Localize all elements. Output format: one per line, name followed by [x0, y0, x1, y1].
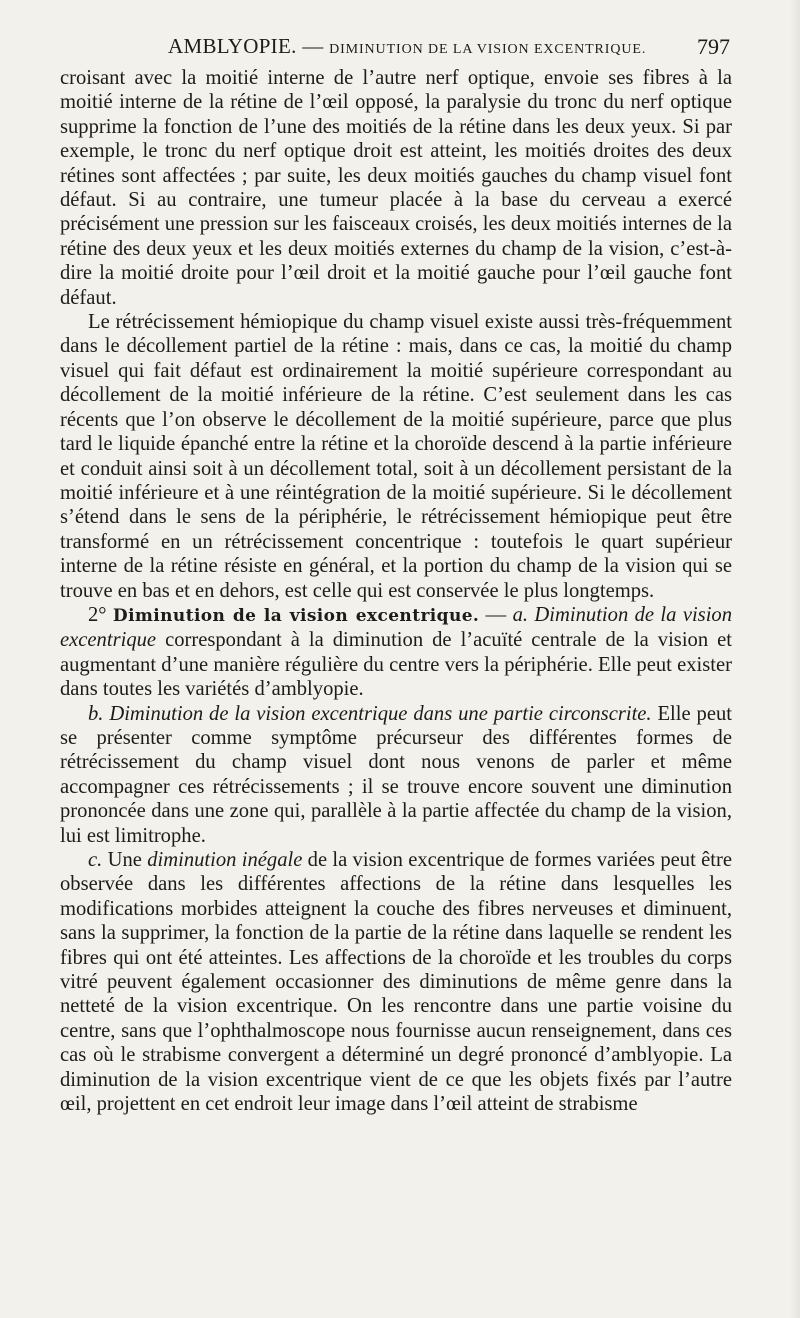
- paragraph-continuation: croisant avec la moitié interne de l’autre nerf optique, envoie ses fibres à la moitié interne de la rétine de l’œil opposé, la paralysie du tronc du nerf optique supprime la fonction de l’une des moitiés de la rétine dans les deux yeux. Si par exemple, le tronc du nerf optique droit est atteint, les moitiés droites des deux rétines sont affectées ; par suite, les deux moitiés gauches du champ visuel font défaut. Si au contraire, une tumeur placée à la base du cerveau a exercé précisément une pression sur les faisceaux croisés, les deux moitiés internes de la rétine des deux yeux et les deux moitiés externes du champ de la vision, c’est-à-dire la moitié droite pour l’œil droit et la moitié gauche pour l’œil gauche font défaut.: [60, 67, 732, 309]
- running-header: [60, 30, 732, 66]
- paragraph-item-b: [60, 702, 732, 848]
- paragraph-hemiopic-narrowing: Le rétrécissement hémiopique du champ visuel existe aussi très-fréquemment dans le décollement partiel de la rétine : mais, dans ce cas, la moitié du champ visuel qui fait défaut est ordinairement la moitié supérieure correspondant au décollement de la moitié inférieure de la rétine. C’est seulement dans les cas récents que l’on observe le décollement de la moitié supérieure, parce que plus tard le liquide épanché entre la rétine et la choroïde descend à la partie inférieure et conduit ainsi soit à un décollement total, soit à un décollement persistant de la moitié inférieure et à une réintégration de la moitié supérieure. Si le décollement s’étend dans le sens de la périphérie, le rétrécissement hémiopique peut être transformé en un rétrécissement concentrique : toutefois le quart supérieur interne de la rétine résiste en général, et la portion du champ de la vision qui se trouve en bas et en dehors, est celle qui est conservée le plus longtemps.: [60, 311, 732, 602]
- running-title-main: AMBLYOPIE. —: [168, 34, 330, 58]
- item-a-title: Diminution de la vision excentrique: [60, 603, 733, 652]
- item-a-text: correspondant à la diminution de l’acuïté centrale de la vision et augmentant d’une manière régulière du centre vers la périphérie. Elle peut exister dans toutes les variétés d’amblyopie.: [60, 629, 732, 701]
- section-number: 2°: [88, 603, 113, 626]
- item-b-title: b. Diminution de la vision excentrique dans une partie circonscrite.: [88, 702, 652, 725]
- book-page: [60, 30, 732, 1116]
- item-letter-a: a.: [512, 603, 535, 626]
- section-heading: Diminution de la vision excentrique.: [112, 605, 480, 626]
- body-text: [60, 66, 732, 1116]
- running-title: [168, 34, 646, 59]
- page-number: 797: [697, 34, 730, 59]
- running-title-sub: DIMINUTION DE LA VISION EXCENTRIQUE.: [329, 42, 647, 57]
- paragraph-item-c: [60, 848, 732, 1116]
- paragraph-section-2: [60, 603, 732, 702]
- item-c-title: diminution inégale: [147, 849, 303, 871]
- item-b-text: Elle peut se présenter comme symptôme précurseur des différentes formes de rétrécissement du champ visuel dont nous venons de parler et même accompagner ces rétrécissements ; il se trouve encore souvent une diminution prononcée dans une zone qui, parallèle à la partie affectée du champ de la vision, lui est limitrophe.: [60, 702, 732, 847]
- item-letter-c: c.: [88, 849, 108, 871]
- item-c-start: Une: [107, 849, 148, 871]
- item-c-text: de la vision excentrique de formes variées peut être observée dans les différentes affections de la rétine dans lesquelles les modifications morbides atteignent la couche des fibres nerveuses et diminuent, sans la supprimer, la fonction de la partie de la rétine dans laquelle se rendent les fibres qui ont été atteintes. Les affections de la choroïde et les troubles du corps vitré peuvent également occasionner des diminutions de même genre dans la netteté de la vision excentrique. On les rencontre dans une partie voisine du centre, sans que l’ophthalmoscope nous fournisse aucun renseignement, dans ces cas où le strabisme convergent a déterminé un degré prononcé d’amblyopie. La diminution de la vision excentrique vient de ce que les objets fixés par l’autre œil, projettent en cet endroit leur image dans l’œil atteint de strabisme: [60, 849, 732, 1116]
- section-dash: —: [479, 603, 513, 626]
- page-edge-shadow: [790, 0, 800, 1318]
